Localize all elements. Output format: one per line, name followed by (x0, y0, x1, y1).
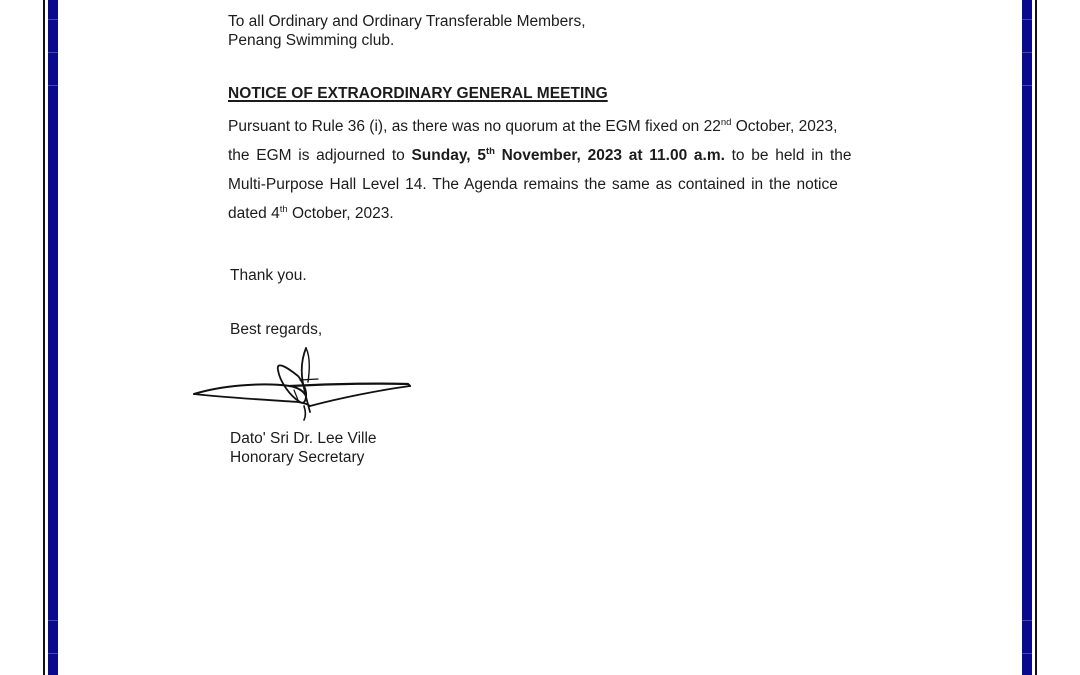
body-text: Pursuant to Rule 36 (i), as there was no quorum at the EGM fixed on 22 (228, 118, 721, 135)
body-text: to be held in the (724, 147, 852, 164)
body-line-4 (228, 204, 868, 233)
body-line-2 (228, 146, 868, 175)
closing-regards: Best regards, (230, 321, 323, 338)
body-text: dated 4 (228, 205, 280, 222)
addressee-line-1: To all Ordinary and Ordinary Transferable Members, (228, 13, 586, 30)
body-text: the EGM is adjourned to (228, 147, 412, 164)
handwritten-signature (190, 342, 415, 422)
right-blue-border (1022, 0, 1032, 675)
body-line-1 (228, 117, 868, 146)
left-outer-border (43, 0, 45, 675)
signer-name: Dato' Sri Dr. Lee Ville (230, 430, 377, 447)
body-text: October, 2023. (287, 205, 394, 222)
ordinal-suffix: th (279, 204, 288, 215)
notice-heading: NOTICE OF EXTRAORDINARY GENERAL MEETING (228, 85, 608, 102)
addressee-line-2: Penang Swimming club. (228, 32, 395, 49)
body-line-3 (228, 175, 868, 204)
right-outer-border (1035, 0, 1037, 675)
meeting-date-time: Sunday, 5th November, 2023 at 11.00 a.m. (411, 146, 725, 164)
ordinal-suffix: nd (720, 117, 732, 128)
addressee-block (228, 13, 586, 51)
closing-thanks: Thank you. (230, 267, 307, 284)
body-text: October, 2023, (731, 118, 838, 135)
notice-body (228, 117, 868, 233)
left-blue-border (48, 0, 58, 675)
signer-title: Honorary Secretary (230, 449, 365, 466)
body-text: Multi-Purpose Hall Level 14. The Agenda remains the same as contained in the notice (228, 176, 838, 193)
